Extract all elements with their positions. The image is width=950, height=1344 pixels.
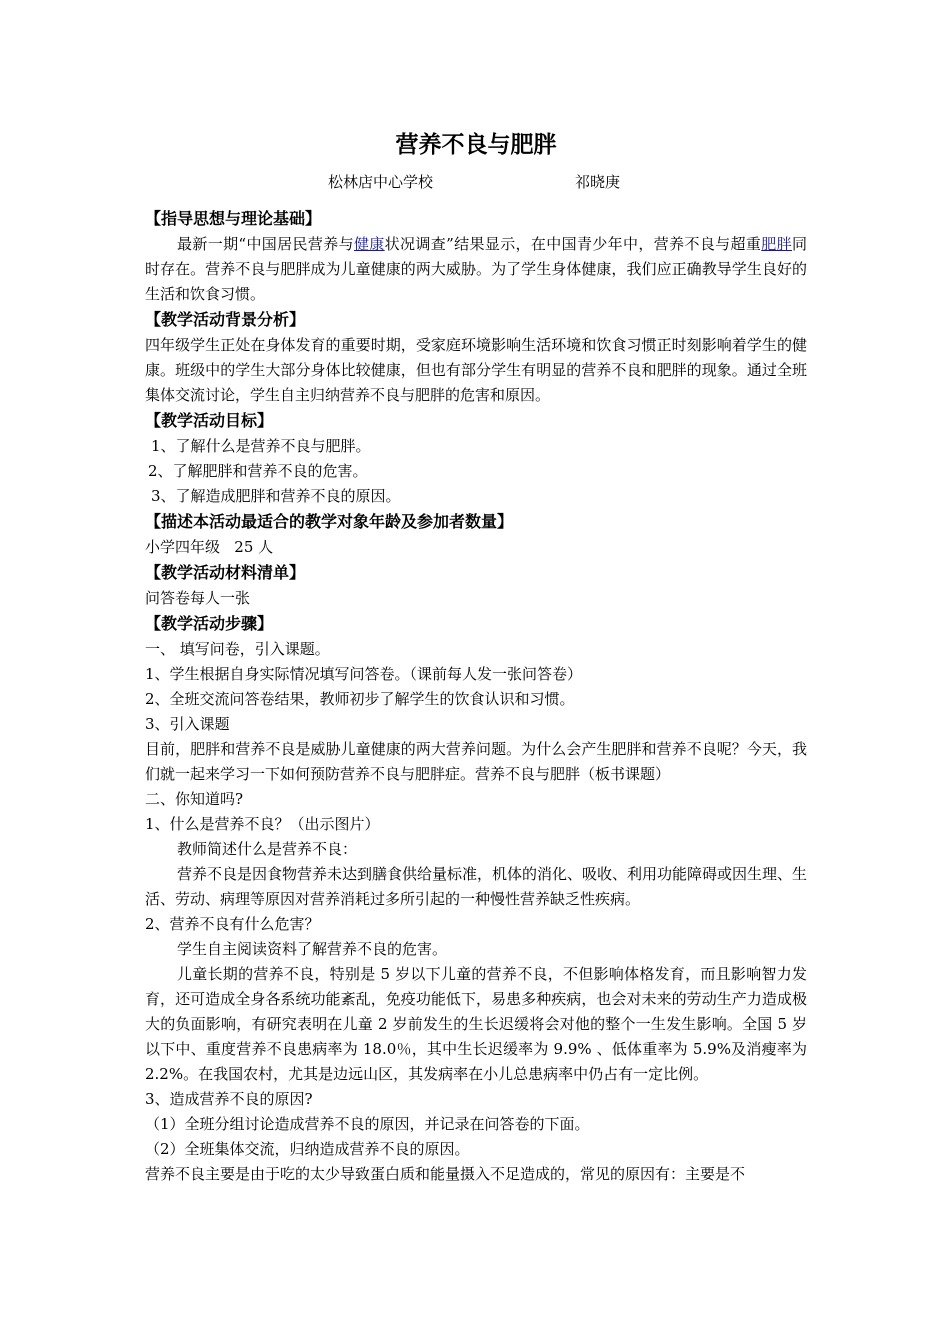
page-title: 营养不良与肥胖 — [395, 132, 557, 158]
paragraph-background: 四年级学生正处在身体发育的重要时期，受家庭环境影响生活环境和饮食习惯正时刻影响着学生的健康。班级中的学生大部分身体比较健康，但也有部分学生有明显的营养不良和肥胖的现象。通过全班集体交流讨论，学生自主归纳营养不良与肥胖的危害和原因。 — [145, 336, 807, 404]
step-line-3: 2、全班交流问答卷结果，教师初步了解学生的饮食认识和习惯。 — [145, 690, 575, 708]
section-heading-goals: 【教学活动目标】 — [145, 411, 274, 430]
document-body — [145, 128, 807, 1187]
audience-text: 小学四年级 25 人 — [145, 538, 274, 556]
step-line-7: 1、什么是营养不良？（出示图片） — [145, 815, 380, 833]
step-paragraph-intro: 目前，肥胖和营养不良是威胁儿童健康的两大营养问题。为什么会产生肥胖和营养不良呢？今天，我们就一起来学习一下如何预防营养不良与肥胖症。营养不良与肥胖（板书课题） — [145, 740, 807, 783]
step-line-10: 2、营养不良有什么危害？ — [145, 915, 320, 933]
step-line-15: （2）全班集体交流，归纳造成营养不良的原因。 — [145, 1140, 470, 1158]
section-heading-guiding-thought: 【指导思想与理论基础】 — [145, 209, 322, 228]
materials-text: 问答卷每人一张 — [145, 589, 251, 607]
section-heading-materials: 【教学活动材料清单】 — [145, 563, 306, 582]
text-run: 状况调查”结果显示，在中国青少年中，营养不良与超重 — [384, 235, 762, 253]
step-paragraph-definition: 营养不良是因食物营养未达到膳食供给量标准，机体的消化、吸收、利用功能障碍或因生理、生活、劳动、病理等原因对营养消耗过多所引起的一种慢性营养缺乏性疾病。 — [145, 865, 808, 908]
goal-item-2: 2、了解肥胖和营养不良的危害。 — [148, 462, 368, 480]
text-run: 同时存在。营养不良与肥胖成为儿童健康的两大威胁。为了学生身体健康，我们应正确教导学生良好的生活和饮食习惯。 — [145, 235, 807, 303]
step-paragraph-harm: 儿童长期的营养不良，特别是 5 岁以下儿童的营养不良，不但影响体格发育，而且影响智力发育，还可造成全身各系统功能紊乱，免疫功能低下，易患多种疾病，也会对未来的劳动生产力造成极大的负面影响，有研究表明在儿童 2 岁前发生的生长迟缓将会对他的整个一生发生影响。全国 5 岁以下中、重度营养不良患病率为 18.0％，其中生长迟缓率为 9.9% 、低体重率为 5.9%及消瘦率为 2.2%。在我国农村，尤其是边远山区，其发病率在小儿总患病率中仍占有一定比例。 — [145, 965, 807, 1083]
step-line-8: 教师简述什么是营养不良： — [177, 840, 358, 858]
link-obesity[interactable]: 肥胖 — [761, 235, 792, 253]
step-line-16: 营养不良主要是由于吃的太少导致蛋白质和能量摄入不足造成的，常见的原因有：主要是不 — [145, 1165, 746, 1183]
step-line-2: 1、学生根据自身实际情况填写问答卷。（课前每人发一张问答卷） — [145, 665, 583, 683]
goal-item-3: 3、了解造成肥胖和营养不良的原因。 — [151, 487, 401, 505]
section-heading-background: 【教学活动背景分析】 — [145, 310, 306, 329]
section-heading-audience: 【描述本活动最适合的教学对象年龄及参加者数量】 — [145, 512, 514, 531]
goal-item-1: 1、了解什么是营养不良与肥胖。 — [151, 437, 371, 455]
step-line-6: 二、你知道吗? — [145, 790, 244, 808]
link-health[interactable]: 健康 — [353, 235, 385, 253]
step-line-14: （1）全班分组讨论造成营养不良的原因，并记录在问答卷的下面。 — [145, 1115, 590, 1133]
byline — [145, 170, 807, 192]
section-heading-steps: 【教学活动步骤】 — [145, 614, 274, 633]
step-line-11: 学生自主阅读资料了解营养不良的危害。 — [177, 940, 448, 958]
byline-school: 松林店中心学校 — [328, 173, 434, 191]
step-line-1: 一、 填写问卷，引入课题。 — [145, 640, 330, 658]
step-line-4: 3、引入课题 — [145, 715, 230, 733]
step-line-13: 3、造成营养不良的原因? — [145, 1090, 313, 1108]
text-run: 最新一期“中国居民营养与 — [177, 235, 354, 253]
byline-author: 祁晓庚 — [575, 173, 621, 191]
paragraph-guiding-thought — [145, 232, 807, 307]
